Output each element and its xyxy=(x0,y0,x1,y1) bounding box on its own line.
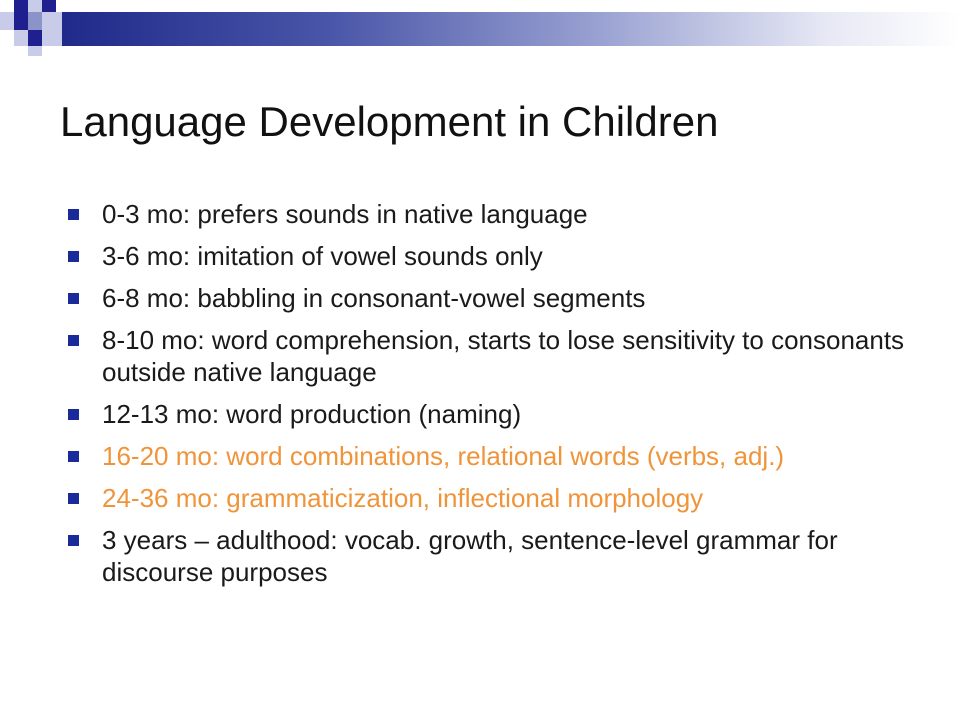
header-gradient-bar xyxy=(62,12,960,46)
bullet-text: 6-8 mo: babbling in consonant-vowel segments xyxy=(102,283,646,313)
square-bullet-icon xyxy=(68,409,79,420)
bullet-item xyxy=(68,324,918,388)
bullet-text: 3 years – adulthood: vocab. growth, sentence-level grammar for discourse purposes xyxy=(102,525,838,587)
square-bullet-icon xyxy=(68,293,79,304)
bullet-text: 3-6 mo: imitation of vowel sounds only xyxy=(102,241,543,271)
square-bullet-icon xyxy=(68,493,79,504)
bullet-text: 24-36 mo: grammaticization, inflectional morphology xyxy=(102,483,704,513)
bullet-list xyxy=(68,198,918,598)
square-bullet-icon xyxy=(68,251,79,262)
bullet-item xyxy=(68,440,918,472)
bullet-text: 12-13 mo: word production (naming) xyxy=(102,399,522,429)
square-bullet-icon xyxy=(68,209,79,220)
square-bullet-icon xyxy=(68,451,79,462)
square-bullet-icon xyxy=(68,335,79,346)
bullet-item xyxy=(68,282,918,314)
bullet-item xyxy=(68,398,918,430)
bullet-text: 8-10 mo: word comprehension, starts to lose sensitivity to consonants outside native language xyxy=(102,325,905,387)
slide-title: Language Development in Children xyxy=(60,98,719,145)
bullet-item xyxy=(68,482,918,514)
square-bullet-icon xyxy=(68,535,79,546)
bullet-text: 0-3 mo: prefers sounds in native language xyxy=(102,199,588,229)
bullet-item xyxy=(68,198,918,230)
bullet-item xyxy=(68,524,918,588)
bullet-text: 16-20 mo: word combinations, relational words (verbs, adj.) xyxy=(102,441,785,471)
bullet-item xyxy=(68,240,918,272)
